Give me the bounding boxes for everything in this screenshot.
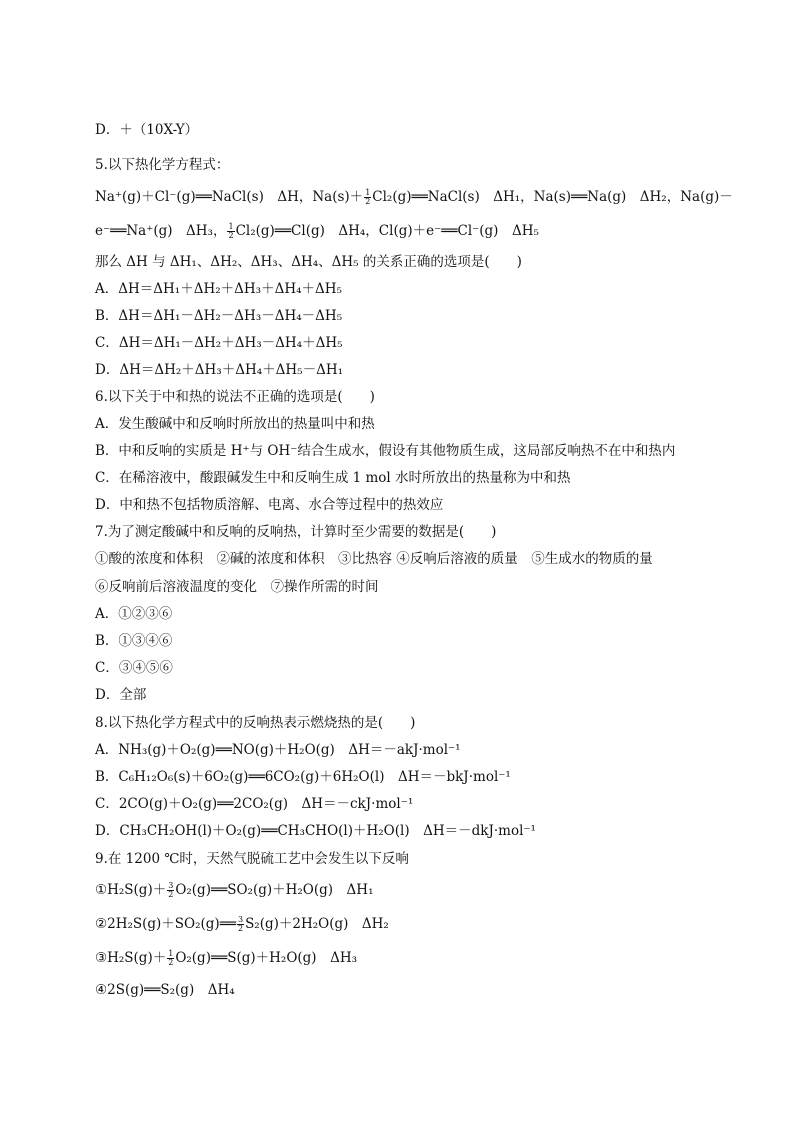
fraction-numerator: 3	[237, 915, 244, 924]
q7-option-c: C．③④⑤⑥	[95, 660, 173, 676]
q7-option-d: D．全部	[95, 687, 147, 703]
q6-option-b: B．中和反响的实质是 H⁺与 OH⁻结合生成水，假设有其他物质生成，这局部反响热不在中和热内	[95, 443, 676, 459]
text-segment: Cl₂(g)══NaCl(s) ΔH₁，Na(s)══Na(g) ΔH₂，Na(g)－	[372, 189, 733, 205]
q5-option-d: D．ΔH＝ΔH₂＋ΔH₃＋ΔH₄＋ΔH₅－ΔH₁	[95, 362, 344, 378]
q6-stem: 6.以下关于中和热的说法不正确的选项是( )	[95, 389, 375, 405]
text-segment: Cl₂(g)══Cl(g) ΔH₄，Cl(g)＋e⁻══Cl⁻(g) ΔH₅	[235, 223, 539, 239]
fraction-numerator: 1	[228, 222, 234, 231]
q5-option-a: A．ΔH＝ΔH₁＋ΔH₂＋ΔH₃＋ΔH₄＋ΔH₅	[95, 281, 342, 297]
q5-option-b: B．ΔH＝ΔH₁－ΔH₂－ΔH₃－ΔH₄－ΔH₅	[95, 308, 343, 324]
text-segment: ②2H₂S(g)＋SO₂(g)══	[95, 916, 236, 932]
q9-reaction-1	[95, 880, 374, 900]
text-segment: S₂(g)＋2H₂O(g) ΔH₂	[245, 916, 389, 932]
q5-option-c: C．ΔH＝ΔH₁－ΔH₂＋ΔH₃－ΔH₄＋ΔH₅	[95, 335, 343, 351]
q9-reaction-2	[95, 914, 389, 934]
q8-option-a: A．NH₃(g)＋O₂(g)══NO(g)＋H₂O(g) ΔH＝－akJ·mol⁻¹	[95, 742, 461, 758]
fraction	[227, 223, 234, 240]
text-segment: O₂(g)══SO₂(g)＋H₂O(g) ΔH₁	[175, 882, 374, 898]
fraction	[167, 882, 174, 899]
fraction	[364, 189, 371, 206]
fraction-denominator: 2	[237, 924, 244, 933]
q8-option-d: D．CH₃CH₂OH(l)＋O₂(g)══CH₃CHO(l)＋H₂O(l) ΔH＝－dkJ·mol⁻¹	[95, 823, 536, 839]
q6-option-a: A．发生酸碱中和反响时所放出的热量叫中和热	[95, 416, 375, 432]
fraction-numerator: 3	[168, 881, 174, 890]
q5-question: 那么 ΔH 与 ΔH₁、ΔH₂、ΔH₃、ΔH₄、ΔH₅ 的关系正确的选项是( )	[95, 254, 522, 270]
fraction-denominator: 2	[228, 231, 234, 240]
d-option-prev: D．＋（10X-Y）	[95, 122, 199, 138]
q9-reaction-3	[95, 948, 357, 968]
text-segment: e⁻══Na⁺(g) ΔH₃，	[95, 223, 227, 239]
q5-stem: 5.以下热化学方程式：	[95, 157, 230, 173]
q6-option-d: D．中和热不包括物质溶解、电离、水合等过程中的热效应	[95, 497, 444, 513]
q6-option-c: C．在稀溶液中，酸跟碱发生中和反响生成 1 mol 水时所放出的热量称为中和热	[95, 470, 571, 486]
fraction-numerator: 1	[365, 188, 371, 197]
fraction-numerator: 1	[168, 949, 174, 958]
q9-stem: 9.在 1200 ℃时，天然气脱硫工艺中会发生以下反响	[95, 851, 409, 867]
text-segment: Na⁺(g)＋Cl⁻(g)══NaCl(s) ΔH，Na(s)＋	[95, 189, 364, 205]
q7-stem: 7.为了测定酸碱中和反响的反响热，计算时至少需要的数据是( )	[95, 524, 497, 540]
fraction-denominator: 2	[168, 890, 174, 899]
q5-eq-line1	[95, 187, 733, 207]
fraction-denominator: 2	[168, 958, 174, 967]
fraction-denominator: 2	[365, 197, 371, 206]
q8-option-b: B．C₆H₁₂O₆(s)＋6O₂(g)══6CO₂(g)＋6H₂O(l) ΔH＝－bkJ·mol⁻¹	[95, 769, 511, 785]
q7-option-b: B．①③④⑥	[95, 633, 173, 649]
q5-eq-line2	[95, 221, 539, 241]
text-segment: ③H₂S(g)＋	[95, 950, 167, 966]
text-segment: O₂(g)══S(g)＋H₂O(g) ΔH₃	[175, 950, 358, 966]
fraction	[237, 916, 244, 933]
q7-items-line1: ①酸的浓度和体积 ②碱的浓度和体积 ③比热容 ④反响后溶液的质量 ⑤生成水的物质的量	[95, 551, 653, 567]
q8-stem: 8.以下热化学方程式中的反响热表示燃烧热的是( )	[95, 715, 416, 731]
text-segment: ①H₂S(g)＋	[95, 882, 167, 898]
q9-reaction-4: ④2S(g)══S₂(g) ΔH₄	[95, 982, 235, 998]
q7-option-a: A．①②③⑥	[95, 606, 173, 622]
fraction	[167, 950, 174, 967]
q8-option-c: C．2CO(g)＋O₂(g)══2CO₂(g) ΔH＝－ckJ·mol⁻¹	[95, 796, 414, 812]
q7-items-line2: ⑥反响前后溶液温度的变化 ⑦操作所需的时间	[95, 579, 379, 595]
